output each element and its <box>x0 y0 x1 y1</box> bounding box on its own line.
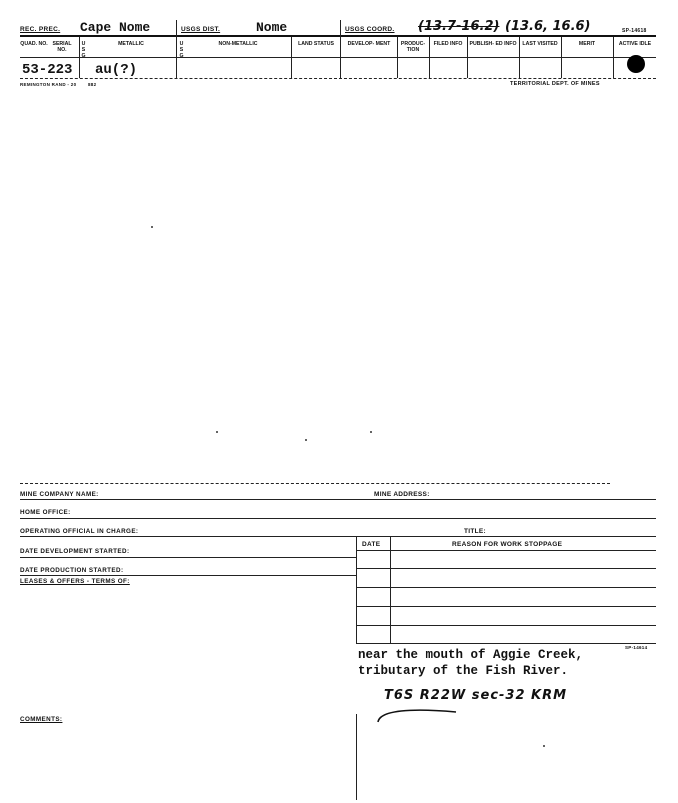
rule <box>20 557 356 558</box>
col-non-metallic: NON-METALLIC <box>218 41 258 47</box>
speck <box>216 431 218 433</box>
date-dev-started-label: DATE DEVELOPMENT STARTED: <box>20 548 130 555</box>
col-metallic: METALLIC <box>118 41 144 47</box>
rule <box>356 625 656 626</box>
record-quad-serial: 53-223 <box>22 62 73 78</box>
rule <box>356 568 656 569</box>
coord-struck: (13.7-16.2) <box>418 19 500 34</box>
col-merit: MERIT <box>578 41 596 47</box>
divider <box>340 20 341 78</box>
usgs-dist-value: Nome <box>256 20 288 35</box>
speck <box>151 226 153 228</box>
coord-value: (13.6, 16.6) <box>505 19 591 34</box>
form-number: SP-14618 <box>622 28 647 34</box>
title-label: TITLE: <box>464 528 487 535</box>
table-date-divider <box>390 536 391 644</box>
rule <box>20 518 656 519</box>
speck <box>543 745 545 747</box>
rule <box>20 499 656 500</box>
table-left-border <box>356 536 357 644</box>
leases-label: LEASES & OFFERS - TERMS OF: <box>20 578 130 585</box>
col-usgs-nonmetallic: U S G <box>179 41 184 59</box>
form-number-back: SP-14614 <box>625 645 648 650</box>
handwritten-location: T6S R22W sec-32 KRM <box>384 688 568 703</box>
rule <box>20 536 656 537</box>
col-published-info: PUBLISH- ED INFO <box>469 41 517 47</box>
mine-company-name-label: MINE COMPANY NAME: <box>20 491 99 498</box>
comments-label: COMMENTS: <box>20 716 63 723</box>
handwritten-stroke <box>372 704 462 726</box>
col-production: PRODUC- TION <box>400 41 426 53</box>
printer-code: 882 <box>88 82 97 87</box>
date-prod-started-label: DATE PRODUCTION STARTED: <box>20 567 124 574</box>
rec-prec-label: REC. PREC. <box>20 26 61 33</box>
note-line-1: near the mouth of Aggie Creek, <box>358 648 584 662</box>
col-serial-no: SERIAL NO. <box>52 41 72 53</box>
col-land-status: LAND STATUS <box>298 41 334 47</box>
home-office-label: HOME OFFICE: <box>20 509 71 516</box>
speck <box>370 431 372 433</box>
printer-label: REMINGTON RAND - 20 <box>20 82 77 87</box>
col-development: DEVELOP- MENT <box>347 41 391 47</box>
mine-address-label: MINE ADDRESS: <box>374 491 430 498</box>
usgs-coord-label: USGS COORD. <box>345 26 395 33</box>
operating-official-label: OPERATING OFFICIAL IN CHARGE: <box>20 528 139 535</box>
date-col-header: DATE <box>362 541 381 548</box>
rule <box>356 587 656 588</box>
rule <box>356 550 656 551</box>
col-usgs-metallic: U S G <box>81 41 86 59</box>
speck <box>305 439 307 441</box>
divider <box>176 20 177 78</box>
rec-prec-value: Cape Nome <box>80 20 151 35</box>
rule <box>356 643 656 644</box>
col-last-visited: LAST VISITED <box>522 41 558 47</box>
divider <box>79 37 80 78</box>
active-punch-hole <box>627 55 645 73</box>
department-label: TERRITORIAL DEPT. OF MINES <box>510 81 600 87</box>
rule <box>20 575 356 576</box>
reason-col-header: REASON FOR WORK STOPPAGE <box>452 541 563 548</box>
usgs-dist-label: USGS DIST. <box>181 26 221 33</box>
col-filed-info: FILED INFO <box>433 41 463 47</box>
record-metallic: au(?) <box>95 62 138 78</box>
fold-rule <box>20 483 610 484</box>
comments-divider <box>356 714 357 800</box>
col-quad-no: QUAD. NO. <box>20 41 48 47</box>
rule <box>356 606 656 607</box>
note-line-2: tributary of the Fish River. <box>358 664 569 678</box>
col-active-idle: ACTIVE IDLE <box>618 41 652 47</box>
record-rule-bottom <box>20 78 656 79</box>
